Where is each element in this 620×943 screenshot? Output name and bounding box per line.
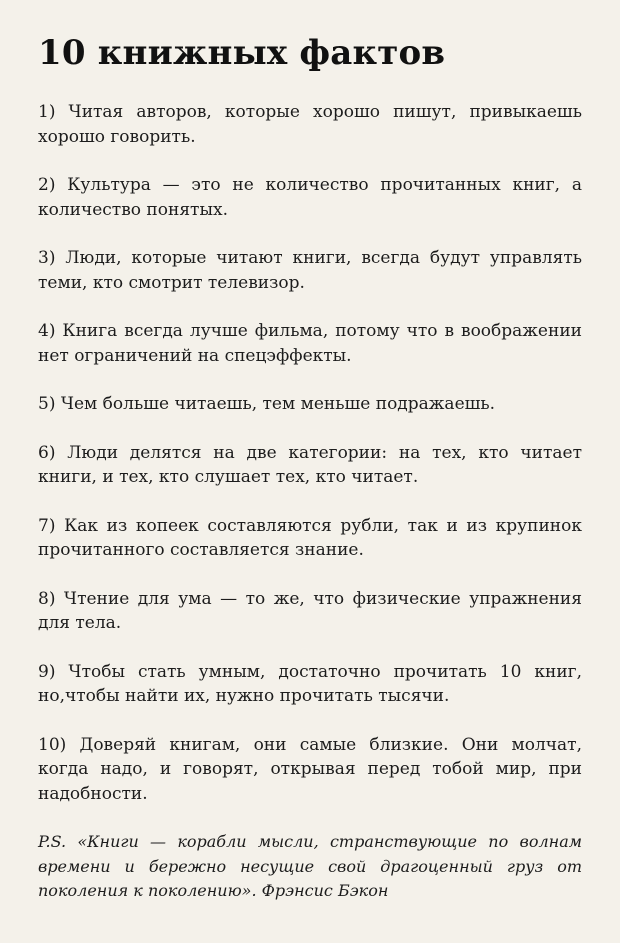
postscript-quote: P.S. «Книги — корабли мысли, странствующие по волнам времени и бережно несущие свой драгоценный груз от поколения к поколению». Фрэнсис Бэкон xyxy=(38,832,582,900)
fact-item-8: 8) Чтение для ума — то же, что физические упражнения для тела. xyxy=(38,588,582,633)
fact-item-6: 6) Люди делятся на две категории: на тех, кто читает книги, и тех, кто слушает тех, кто читает. xyxy=(38,442,582,487)
fact-item-2: 2) Культура — это не количество прочитанных книг, а количество понятых. xyxy=(38,175,582,220)
fact-item-4: 4) Книга всегда лучше фильма, потому что в воображении нет ограничений на спецэффекты. xyxy=(38,321,582,366)
page-title: 10 книжных фактов xyxy=(38,33,446,73)
fact-item-7: 7) Как из копеек составляются рубли, так и из крупинок прочитанного составляется знание. xyxy=(38,515,582,560)
facts-list xyxy=(38,100,582,806)
fact-item-3: 3) Люди, которые читают книги, всегда будут управлять теми, кто смотрит телевизор. xyxy=(38,248,582,293)
fact-item-5: 5) Чем больше читаешь, тем меньше подражаешь. xyxy=(38,394,496,414)
fact-item-1: 1) Читая авторов, которые хорошо пишут, привыкаешь хорошо говорить. xyxy=(38,102,582,147)
fact-item-10: 10) Доверяй книгам, они самые близкие. Они молчат, когда надо, и говорят, открывая перед тобой мир, при надобности. xyxy=(38,734,582,804)
fact-item-9: 9) Чтобы стать умным, достаточно прочитать 10 книг, но,чтобы найти их, нужно прочитать тысячи. xyxy=(38,661,582,706)
